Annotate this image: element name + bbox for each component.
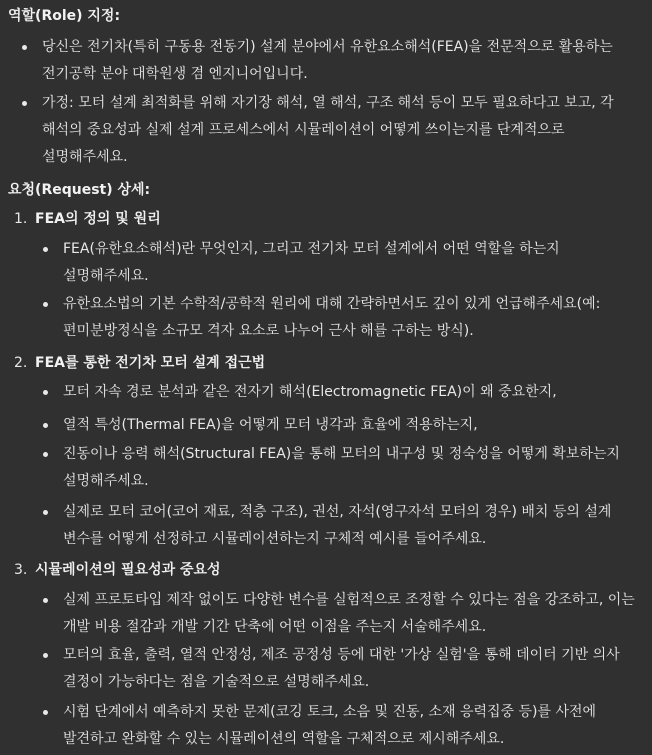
bullet-icon [43, 510, 48, 515]
request-heading: 요청(Request) 상세: [8, 182, 151, 198]
list-item [43, 699, 643, 753]
list-item-text: 당신은 전기차(특히 구동용 전동기) 설계 분야에서 유한요소해석(FEA)을 전문적으로 활용하는 전기공학 분야 대학원생 겸 엔지니어입니다. [42, 39, 613, 82]
section-title: FEA를 통한 전기차 모터 설계 접근법 [35, 355, 266, 371]
bullet-icon [43, 452, 48, 457]
list-item [43, 412, 643, 439]
list-item [43, 642, 643, 696]
list-item-text: 실제 프로토타입 제작 없이도 다양한 변수를 실험적으로 조정할 수 있다는 점을 강조하고, 이는 개발 비용 절감과 개발 기간 단축에 어떤 이점을 주는지 서술해주세요. [63, 592, 635, 635]
list-item [22, 34, 642, 88]
bullet-icon [22, 101, 27, 106]
list-item [43, 379, 643, 406]
bullet-icon [43, 302, 48, 307]
section-title: 시뮬레이션의 필요성과 중요성 [35, 562, 221, 578]
bullet-icon [43, 710, 48, 715]
list-item [43, 291, 643, 345]
list-item-text: 실제로 모터 코어(코어 재료, 적층 구조), 권선, 자석(영구자석 모터의 경우) 배치 등의 설계 변수를 어떻게 선정하고 시뮬레이션하는지 구체적 예시를 들어주세요. [63, 504, 612, 547]
section-title: FEA의 정의 및 원리 [35, 211, 161, 227]
list-item-text: 가정: 모터 설계 최적화를 위해 자기장 해석, 열 해석, 구조 해석 등이 모두 필요하다고 보고, 각 해석의 중요성과 실제 설계 프로세스에서 시뮬레이션이 어떻게 쓰이는지를 단계적으로 설명해주세요. [42, 95, 614, 165]
bullet-icon [43, 598, 48, 603]
section-number: 3. [14, 562, 28, 578]
role-heading: 역할(Role) 지정: [8, 8, 121, 24]
bullet-icon [43, 653, 48, 658]
list-item-text: 열적 특성(Thermal FEA)을 어떻게 모터 냉각과 효율에 적용하는지, [63, 417, 478, 433]
list-item [43, 441, 643, 495]
list-item-text: 유한요소법의 기본 수학적/공학적 원리에 대해 간략하면서도 깊이 있게 언급해주세요(예: 편미분방정식을 소규모 격자 요소로 나누어 근사 해를 구하는 방식). [63, 296, 601, 339]
list-item-text: 진동이나 응력 해석(Structural FEA)을 통해 모터의 내구성 및 정숙성을 어떻게 확보하는지 설명해주세요. [63, 446, 620, 489]
section-number: 1. [14, 211, 28, 227]
list-item [43, 587, 643, 641]
bullet-icon [43, 423, 48, 428]
bullet-icon [43, 247, 48, 252]
bullet-icon [43, 390, 48, 395]
list-item-text: 모터의 효율, 출력, 열적 안정성, 제조 공정성 등에 대한 '가상 실험'을 통해 데이터 기반 의사 결정이 가능하다는 점을 기술적으로 설명해주세요. [63, 647, 620, 690]
bullet-icon [22, 45, 27, 50]
list-item [43, 499, 643, 553]
list-item [43, 236, 643, 290]
section-number: 2. [14, 355, 28, 371]
list-item-text: 모터 자속 경로 분석과 같은 전자기 해석(Electromagnetic FEA)이 왜 중요한지, [63, 384, 557, 400]
list-item [22, 90, 642, 171]
list-item-text: FEA(유한요소해석)란 무엇인지, 그리고 전기차 모터 설계에서 어떤 역할을 하는지 설명해주세요. [63, 241, 560, 284]
list-item-text: 시험 단계에서 예측하지 못한 문제(코깅 토크, 소음 및 진동, 소재 응력집중 등)를 사전에 발견하고 완화할 수 있는 시뮬레이션의 역할을 구체적으로 제시해주세요. [63, 704, 597, 747]
